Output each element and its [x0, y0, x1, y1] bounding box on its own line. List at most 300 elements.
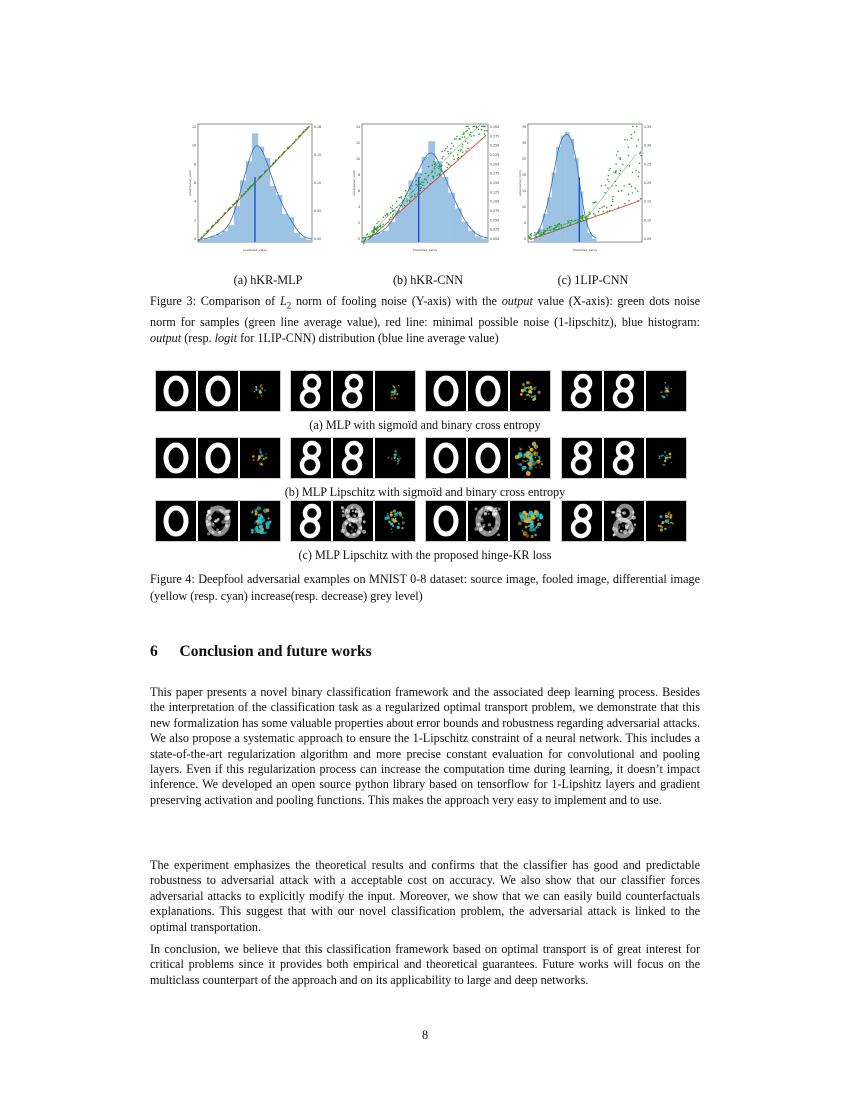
- data-point: [462, 134, 464, 136]
- data-point: [247, 189, 249, 191]
- data-point: [475, 126, 477, 128]
- data-point: [628, 183, 630, 185]
- data-point: [444, 150, 446, 152]
- data-point: [628, 146, 630, 148]
- data-point: [304, 129, 306, 131]
- data-point: [295, 139, 297, 141]
- data-point: [372, 234, 374, 236]
- zero-digit-image: [426, 371, 466, 411]
- data-point: [602, 210, 604, 212]
- data-point: [450, 165, 452, 167]
- data-point: [635, 170, 637, 172]
- differential-image: [646, 501, 686, 541]
- histogram-bar: [442, 177, 449, 242]
- data-point: [387, 214, 389, 216]
- histogram-bar: [204, 239, 210, 242]
- data-point: [603, 213, 605, 215]
- right-tick-label: 0.125: [490, 190, 500, 195]
- data-point: [432, 164, 434, 166]
- data-point: [466, 130, 468, 132]
- data-point: [481, 129, 483, 131]
- data-point: [275, 159, 277, 161]
- right-tick-label: 0.10: [644, 218, 652, 223]
- source-image: [156, 501, 196, 541]
- data-point: [485, 135, 487, 137]
- paragraph-2: The experiment emphasizes the theoretical results and confirms that the classifier has good and predictable robustness to adversarial attack with a acceptable cost on accuracy. We also show that our classifier forces adversarial attacks to explicitly modify the input. Moreover, we show that we can easily build counterfactuals explanations. This suggest that with our novel classification problem, the adversarial attack is linked to the optimal transportation.: [150, 858, 700, 934]
- fooled-image: [198, 438, 238, 478]
- right-tick-label: 0.25: [644, 162, 652, 167]
- eight-digit-image: [562, 371, 602, 411]
- data-point: [270, 165, 272, 167]
- data-point: [420, 186, 422, 188]
- right-tick-label: 0.18: [314, 125, 322, 129]
- data-point: [462, 136, 464, 138]
- left-tick-label: 10: [191, 143, 196, 148]
- diff-image: [646, 438, 686, 478]
- data-point: [569, 224, 571, 226]
- adversarial-triplet: [425, 500, 551, 542]
- data-point: [444, 171, 446, 173]
- data-point: [294, 141, 296, 143]
- right-tick-label: 0.050: [490, 218, 500, 223]
- data-point: [406, 194, 408, 196]
- data-point: [203, 235, 205, 237]
- data-point: [415, 180, 417, 182]
- left-tick-label: 10: [355, 157, 360, 161]
- paragraph-1: This paper presents a novel binary classification framework and the associated deep learning process. Besides the interpretation of the classification task as a regularized optimal transport problem, we demonstrate that this new formalization has some valuable properties about error bounds and robustness regarding adversarial attacks. We also propose a systematic approach to ensure the 1-Lipschitz constraint of a neural network. This includes a state-of-the-art regularization algorithm and more precise constant evaluation for convolutional and pooling layers. Even if this regularization process can increase the computation time during learning, it doesn’t impact inference. We developed an open source python library based on tensorflow for 1-Lipshitz layers and gradient preserving activation and pooling functions. This makes the approach very easy to implement and to use.: [150, 685, 700, 807]
- eight-digit-image: [333, 501, 373, 541]
- section-number: 6: [150, 643, 158, 660]
- fooled-image: [468, 501, 508, 541]
- differential-image: [375, 438, 415, 478]
- adversarial-triplet: [290, 370, 416, 412]
- data-point: [612, 198, 614, 200]
- data-point: [420, 188, 422, 190]
- data-point: [378, 229, 380, 231]
- differential-image: [510, 438, 550, 478]
- data-point: [555, 225, 557, 227]
- data-point: [473, 135, 475, 137]
- histogram-bar: [428, 141, 435, 242]
- left-tick-label: 4: [357, 205, 360, 209]
- data-point: [429, 183, 431, 185]
- data-point: [411, 185, 413, 187]
- source-image: [291, 501, 331, 541]
- data-point: [547, 228, 549, 230]
- y-axis-label: adversarial_norm: [518, 169, 522, 197]
- data-point: [427, 182, 429, 184]
- right-tick-label: 0.275: [490, 134, 500, 139]
- data-point: [635, 187, 637, 189]
- source-image: [291, 438, 331, 478]
- data-point: [440, 169, 442, 171]
- data-point: [588, 211, 590, 213]
- data-point: [287, 147, 289, 149]
- right-tick-label: 0.000: [490, 237, 500, 241]
- data-point: [417, 192, 419, 194]
- data-point: [406, 192, 408, 194]
- data-point: [409, 200, 411, 202]
- data-point: [467, 148, 469, 150]
- data-point: [201, 237, 203, 239]
- data-point: [419, 193, 421, 195]
- data-point: [605, 185, 607, 187]
- histogram-bar: [592, 239, 597, 242]
- data-point: [530, 234, 532, 236]
- histogram-bar: [216, 234, 222, 242]
- diff-image: [510, 438, 550, 478]
- data-point: [624, 203, 626, 205]
- fooled-image: [333, 438, 373, 478]
- data-point: [439, 166, 441, 168]
- data-point: [237, 200, 239, 202]
- data-point: [425, 179, 427, 181]
- data-point: [433, 161, 435, 163]
- data-point: [376, 228, 378, 230]
- right-tick-label: 0.025: [490, 227, 500, 232]
- zero-digit-image: [198, 438, 238, 478]
- data-point: [404, 205, 406, 207]
- zero-digit-image: [156, 438, 196, 478]
- left-tick-label: 12: [355, 141, 360, 145]
- data-point: [613, 171, 615, 173]
- data-point: [542, 233, 544, 235]
- data-point: [229, 208, 231, 210]
- histogram-bar: [561, 136, 566, 242]
- left-tick-label: 25: [521, 157, 526, 161]
- data-point: [410, 197, 412, 199]
- data-point: [364, 239, 366, 241]
- data-point: [401, 204, 403, 206]
- data-point: [607, 187, 609, 189]
- data-point: [365, 234, 367, 236]
- right-tick-label: 0.150: [490, 181, 500, 185]
- data-point: [608, 175, 610, 177]
- figure4-subcaption-c: (c) MLP Lipschitz with the proposed hinge-KR loss: [298, 548, 552, 562]
- data-point: [554, 225, 556, 227]
- data-point: [536, 236, 538, 238]
- data-point: [454, 138, 456, 140]
- data-point: [215, 222, 217, 224]
- data-point: [378, 227, 380, 229]
- data-point: [637, 200, 639, 202]
- data-point: [442, 150, 444, 152]
- figure4-subcaption-a: (a) MLP with sigmoïd and binary cross entropy: [309, 418, 541, 432]
- data-point: [550, 230, 552, 232]
- data-point: [622, 164, 624, 166]
- zero-digit-image: [198, 371, 238, 411]
- data-point: [435, 162, 437, 164]
- diff-image: [510, 501, 550, 541]
- data-point: [569, 220, 571, 222]
- left-tick-label: 5: [523, 221, 526, 225]
- zero-digit-image: [468, 371, 508, 411]
- data-point: [405, 190, 407, 192]
- data-point: [529, 237, 531, 239]
- data-point: [234, 203, 236, 205]
- data-point: [395, 214, 397, 216]
- data-point: [217, 220, 219, 222]
- data-point: [441, 164, 443, 166]
- data-point: [528, 235, 530, 237]
- data-point: [570, 223, 572, 225]
- data-point: [374, 226, 376, 228]
- right-tick-label: 0.300: [490, 125, 500, 129]
- data-point: [548, 232, 550, 234]
- data-point: [377, 230, 379, 232]
- data-point: [390, 207, 392, 209]
- data-point: [415, 184, 417, 186]
- differential-image: [375, 371, 415, 411]
- zero-digit-image: [426, 438, 466, 478]
- data-point: [620, 170, 622, 172]
- eight-digit-image: [291, 371, 331, 411]
- differential-image: [646, 371, 686, 411]
- data-point: [409, 187, 411, 189]
- data-point: [390, 217, 392, 219]
- data-point: [307, 127, 309, 129]
- data-point: [436, 178, 438, 180]
- histogram-bar: [306, 240, 312, 242]
- data-point: [617, 151, 619, 153]
- data-point: [578, 221, 580, 223]
- data-point: [486, 130, 488, 132]
- data-point: [638, 176, 640, 178]
- data-point: [531, 233, 533, 235]
- data-point: [466, 126, 468, 128]
- data-point: [628, 200, 630, 202]
- data-point: [407, 200, 409, 202]
- y-axis-label: adversarial_norm: [352, 169, 356, 197]
- data-point: [582, 219, 584, 221]
- left-tick-label: 8: [193, 162, 196, 167]
- data-point: [298, 135, 300, 137]
- diff-image: [510, 371, 550, 411]
- data-point: [243, 193, 245, 195]
- data-point: [608, 181, 610, 183]
- data-point: [406, 198, 408, 200]
- data-point: [484, 126, 486, 128]
- data-point: [463, 132, 465, 134]
- data-point: [410, 188, 412, 190]
- eight-digit-image: [333, 371, 373, 411]
- data-point: [636, 126, 638, 128]
- data-point: [245, 191, 247, 193]
- histogram-bar: [468, 231, 475, 242]
- data-point: [575, 223, 577, 225]
- histogram-bar: [300, 238, 306, 242]
- data-point: [446, 170, 448, 172]
- data-point: [457, 158, 459, 160]
- source-image: [156, 371, 196, 411]
- data-point: [255, 181, 257, 183]
- page-number: 8: [421, 1028, 429, 1042]
- diff-image: [240, 501, 280, 541]
- data-point: [556, 229, 558, 231]
- data-point: [616, 154, 618, 156]
- left-tick-label: 10: [521, 205, 526, 209]
- data-point: [631, 186, 633, 188]
- data-point: [447, 151, 449, 153]
- x-axis-label: predicted_value: [243, 248, 267, 252]
- left-tick-label: 6: [357, 189, 360, 193]
- data-point: [619, 158, 621, 160]
- right-tick-label: 0.05: [644, 237, 652, 241]
- diff-image: [646, 501, 686, 541]
- data-point: [414, 196, 416, 198]
- left-tick-label: 8: [357, 173, 360, 177]
- section-heading: [150, 643, 700, 661]
- data-point: [300, 135, 302, 137]
- data-point: [636, 145, 638, 147]
- data-point: [540, 234, 542, 236]
- data-point: [567, 225, 569, 227]
- right-tick-label: 0.15: [644, 199, 652, 204]
- left-tick-label: 14: [355, 125, 360, 129]
- data-point: [391, 208, 393, 210]
- data-point: [623, 185, 625, 187]
- data-point: [446, 162, 448, 164]
- data-point: [212, 225, 214, 227]
- eight-digit-image: [562, 501, 602, 541]
- data-point: [438, 174, 440, 176]
- data-point: [281, 154, 283, 156]
- data-point: [563, 227, 565, 229]
- data-point: [609, 210, 611, 212]
- data-point: [594, 215, 596, 217]
- data-point: [376, 223, 378, 225]
- data-point: [220, 217, 222, 219]
- left-tick-label: 35: [521, 125, 526, 129]
- data-point: [484, 130, 486, 132]
- data-point: [594, 201, 596, 203]
- data-point: [632, 126, 634, 128]
- figure3-chart-c: [516, 118, 664, 258]
- data-point: [604, 192, 606, 194]
- data-point: [621, 190, 623, 192]
- data-point: [420, 190, 422, 192]
- right-tick-label: 0.00: [314, 237, 322, 241]
- fooled-image: [604, 438, 644, 478]
- data-point: [639, 163, 641, 165]
- diff-image: [240, 438, 280, 478]
- data-point: [389, 218, 391, 220]
- zero-digit-image: [156, 501, 196, 541]
- fooled-image: [333, 371, 373, 411]
- data-point: [638, 139, 640, 141]
- data-point: [632, 192, 634, 194]
- differential-image: [510, 501, 550, 541]
- zero-digit-image: [468, 501, 508, 541]
- zero-digit-image: [468, 438, 508, 478]
- figure3-subcaption-c: (c) 1LIP-CNN: [557, 273, 629, 287]
- data-point: [398, 210, 400, 212]
- data-point: [465, 141, 467, 143]
- data-point: [608, 170, 610, 172]
- left-tick-label: 0: [193, 237, 196, 241]
- data-point: [561, 227, 563, 229]
- histogram-bar: [258, 147, 264, 242]
- data-point: [401, 196, 403, 198]
- fooled-image: [333, 501, 373, 541]
- data-point: [301, 133, 303, 135]
- data-point: [618, 207, 620, 209]
- data-point: [465, 131, 467, 133]
- data-point: [392, 205, 394, 207]
- left-tick-label: 0: [357, 237, 360, 241]
- data-point: [457, 154, 459, 156]
- histogram-bar: [461, 222, 468, 242]
- data-point: [436, 175, 438, 177]
- right-tick-label: 0.225: [490, 153, 500, 157]
- data-point: [365, 237, 367, 239]
- data-point: [441, 170, 443, 172]
- differential-image: [375, 501, 415, 541]
- data-point: [235, 201, 237, 203]
- data-point: [370, 236, 372, 238]
- source-image: [426, 501, 466, 541]
- data-point: [445, 148, 447, 150]
- data-point: [447, 146, 449, 148]
- right-tick-label: 0.10: [314, 181, 322, 185]
- data-point: [423, 182, 425, 184]
- differential-image: [510, 371, 550, 411]
- data-point: [607, 211, 609, 213]
- histogram-bar: [382, 231, 389, 242]
- data-point: [484, 133, 486, 135]
- data-point: [362, 237, 364, 239]
- data-point: [433, 177, 435, 179]
- data-point: [640, 198, 642, 200]
- data-point: [438, 168, 440, 170]
- data-point: [396, 200, 398, 202]
- data-point: [458, 157, 460, 159]
- data-point: [571, 220, 573, 222]
- fooled-image: [468, 438, 508, 478]
- data-point: [434, 166, 436, 168]
- figure3-caption: Figure 3: Comparison of $L_2$ norm of fooling noise (Y-axis) with the output value (X-axis): green dots noise norm for samples (green line average value), red line: minimal possible noise (1-lipschitz), blue histogram: output (resp. logit for 1LIP-CNN) distribution (blue line average value): [150, 294, 700, 346]
- histogram-bar: [570, 139, 575, 242]
- data-point: [581, 216, 583, 218]
- data-point: [619, 157, 621, 159]
- data-point: [470, 131, 472, 133]
- histogram-bar: [422, 157, 429, 242]
- data-point: [392, 215, 394, 217]
- data-point: [423, 188, 425, 190]
- data-point: [462, 146, 464, 148]
- data-point: [638, 172, 640, 174]
- fooled-image: [198, 371, 238, 411]
- data-point: [609, 168, 611, 170]
- data-point: [599, 208, 601, 210]
- data-point: [198, 239, 200, 241]
- data-point: [382, 224, 384, 226]
- histogram-bar: [270, 186, 276, 242]
- differential-image: [240, 371, 280, 411]
- source-image: [562, 501, 602, 541]
- left-tick-label: 15: [521, 189, 526, 193]
- eight-digit-image: [604, 371, 644, 411]
- data-point: [601, 185, 603, 187]
- histogram-bar: [556, 147, 561, 242]
- data-point: [451, 143, 453, 145]
- right-tick-label: 0.250: [490, 143, 500, 148]
- data-point: [634, 131, 636, 133]
- data-point: [550, 226, 552, 228]
- data-point: [628, 155, 630, 157]
- data-point: [442, 158, 444, 160]
- data-point: [558, 224, 560, 226]
